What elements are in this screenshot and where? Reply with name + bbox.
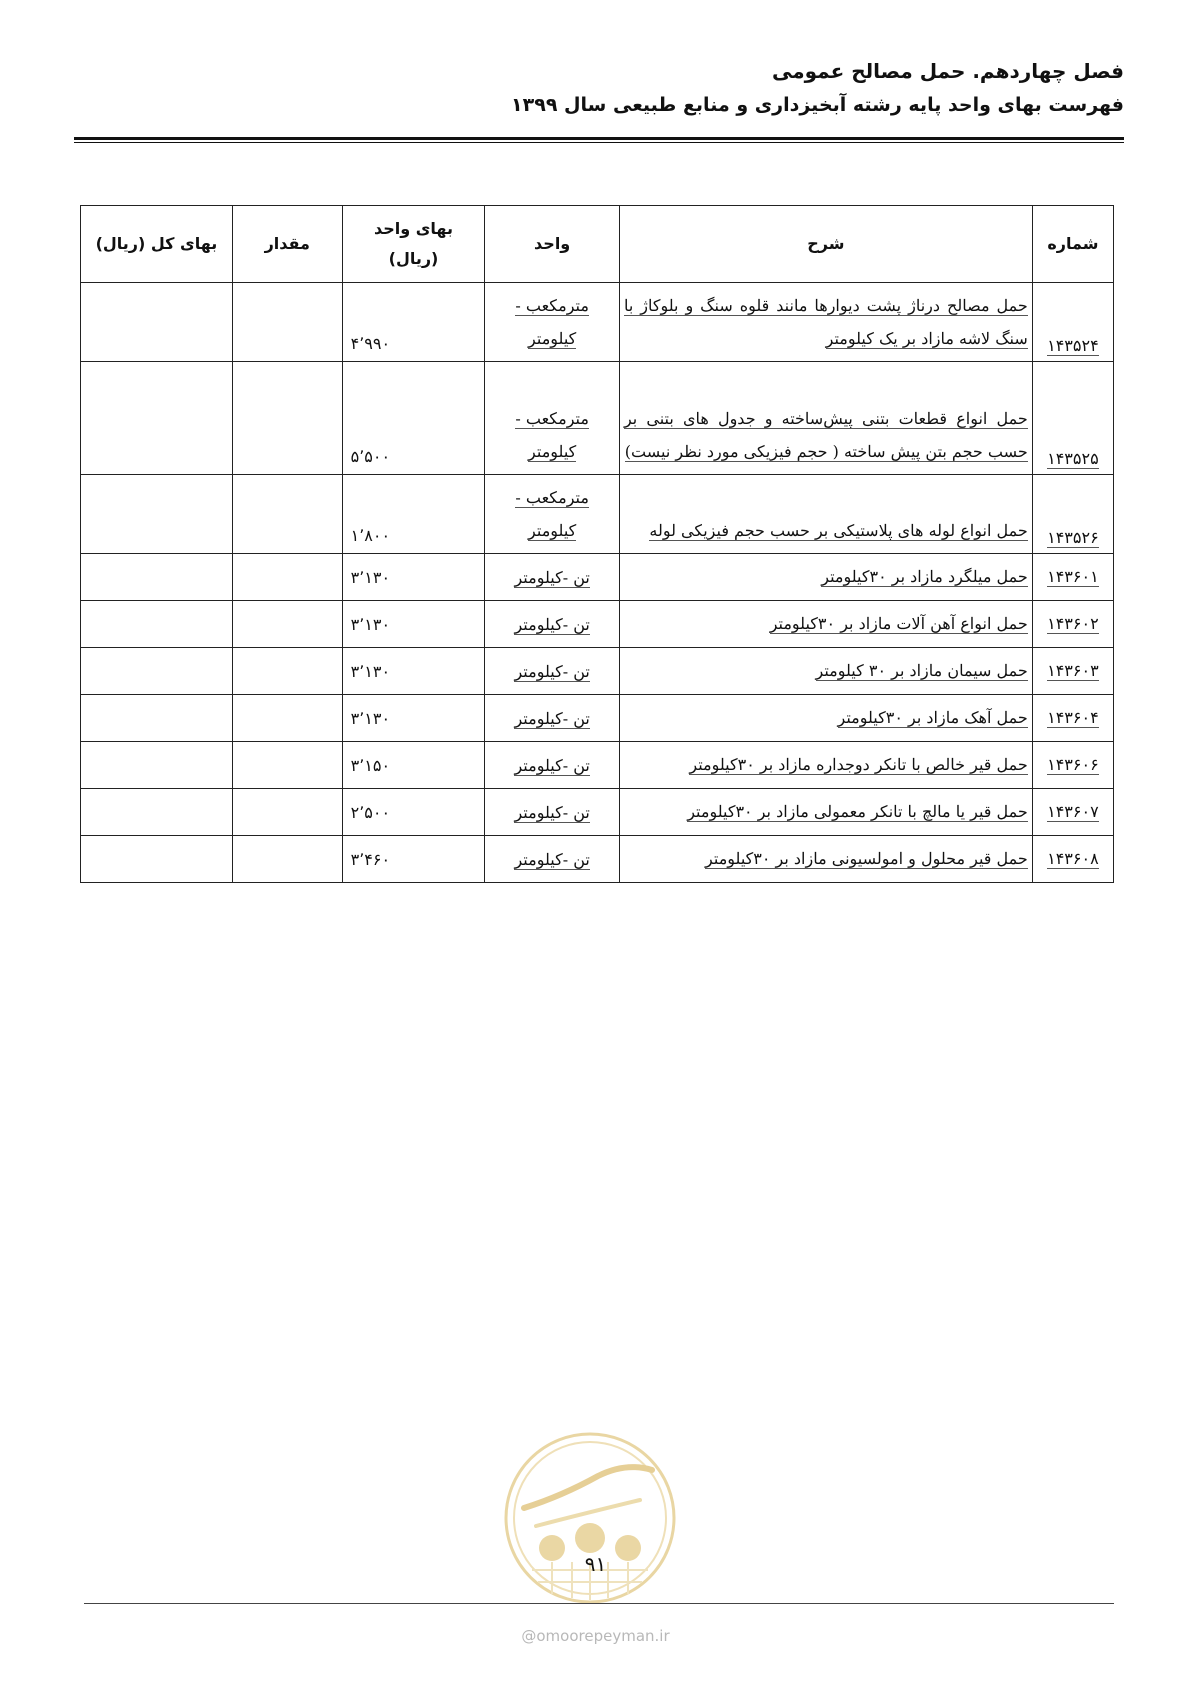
item-total-price — [81, 695, 233, 742]
item-number: ۱۴۳۶۰۷ — [1047, 801, 1099, 821]
col-unit: واحد — [485, 206, 620, 283]
col-description: شرح — [619, 206, 1032, 283]
item-number: ۱۴۳۵۲۴ — [1047, 336, 1099, 355]
item-quantity — [232, 601, 342, 648]
item-total-price — [81, 283, 233, 362]
item-quantity — [232, 648, 342, 695]
table-row — [81, 648, 1114, 695]
item-unit-price: ۲٬۵۰۰ — [342, 789, 485, 836]
col-unit-price-currency: (ریال) — [388, 249, 439, 268]
table-row — [81, 789, 1114, 836]
item-total-price — [81, 554, 233, 601]
item-unit-price: ۳٬۴۶۰ — [342, 836, 485, 883]
item-description: حمل سیمان مازاد بر ۳۰ کیلومتر — [815, 660, 1028, 680]
item-description: حمل انواع لوله های پلاستیکی بر حسب حجم فیزیکی لوله — [649, 521, 1028, 540]
item-total-price — [81, 362, 233, 475]
item-description: حمل قیر محلول و امولسیونی مازاد بر ۳۰کیلومتر — [705, 848, 1028, 868]
item-description: حمل انواع آهن آلات مازاد بر ۳۰کیلومتر — [769, 613, 1028, 633]
item-description: حمل قیر خالص با تانکر دوجداره مازاد بر ۳۰کیلومتر — [689, 754, 1028, 774]
item-quantity — [232, 789, 342, 836]
page-header — [74, 54, 1124, 122]
col-number: شماره — [1032, 206, 1113, 283]
item-unit: تن -کیلومتر — [514, 708, 590, 728]
item-quantity — [232, 742, 342, 789]
item-quantity — [232, 695, 342, 742]
col-unit-price — [342, 206, 485, 283]
item-unit-price: ۳٬۱۳۰ — [342, 648, 485, 695]
item-unit: تن -کیلومتر — [514, 755, 590, 775]
page-number: ۹۱ — [584, 1552, 607, 1576]
item-number: ۱۴۳۶۰۱ — [1047, 566, 1099, 586]
footer-rule — [84, 1603, 1114, 1604]
item-unit-price: ۳٬۱۵۰ — [342, 742, 485, 789]
item-unit: تن -کیلومتر — [514, 802, 590, 822]
item-unit-price: ۵٬۵۰۰ — [342, 362, 485, 475]
watermark-text: @omoorepeyman.ir — [521, 1627, 670, 1645]
item-unit: تن -کیلومتر — [514, 661, 590, 681]
item-number: ۱۴۳۵۲۵ — [1047, 449, 1099, 468]
item-unit-price: ۴٬۹۹۰ — [342, 283, 485, 362]
item-total-price — [81, 648, 233, 695]
item-unit: مترمکعب - کیلومتر — [515, 296, 589, 348]
item-description: حمل میلگرد مازاد بر ۳۰کیلومتر — [821, 566, 1028, 586]
table-row — [81, 554, 1114, 601]
item-number: ۱۴۳۶۰۲ — [1047, 613, 1099, 633]
item-quantity — [232, 362, 342, 475]
item-description: حمل قیر یا مالچ با تانکر معمولی مازاد بر ۳۰کیلومتر — [687, 801, 1028, 821]
item-unit: مترمکعب - کیلومتر — [515, 409, 589, 461]
item-total-price — [81, 475, 233, 554]
item-description: حمل آهک مازاد بر ۳۰کیلومتر — [837, 707, 1028, 727]
item-number: ۱۴۳۶۰۸ — [1047, 848, 1099, 868]
item-unit-price: ۳٬۱۳۰ — [342, 695, 485, 742]
item-total-price — [81, 601, 233, 648]
table-row — [81, 695, 1114, 742]
item-unit: تن -کیلومتر — [514, 567, 590, 587]
item-quantity — [232, 554, 342, 601]
item-total-price — [81, 836, 233, 883]
item-unit-price: ۳٬۱۳۰ — [342, 554, 485, 601]
item-unit: مترمکعب - کیلومتر — [515, 488, 589, 540]
col-quantity: مقدار — [232, 206, 342, 283]
item-quantity — [232, 475, 342, 554]
table-row — [81, 362, 1114, 475]
item-number: ۱۴۳۶۰۴ — [1047, 707, 1099, 727]
table-row — [81, 742, 1114, 789]
item-total-price — [81, 742, 233, 789]
table-row — [81, 836, 1114, 883]
item-unit-price: ۱٬۸۰۰ — [342, 475, 485, 554]
item-number: ۱۴۳۶۰۳ — [1047, 660, 1099, 680]
table-row — [81, 601, 1114, 648]
item-description: حمل انواع قطعات بتنی پیش‌ساخته و جدول های بتنی بر حسب حجم بتن پیش ساخته ( حجم فیزیکی مورد نظر نیست) — [623, 409, 1028, 461]
table-header-row — [81, 206, 1114, 283]
item-unit: تن -کیلومتر — [514, 849, 590, 869]
item-quantity — [232, 283, 342, 362]
stamp-logo-icon — [502, 1430, 678, 1606]
col-total-price: بهای کل (ریال) — [81, 206, 233, 283]
item-number: ۱۴۳۶۰۶ — [1047, 754, 1099, 774]
table-row — [81, 475, 1114, 554]
header-rule-thick — [74, 137, 1124, 140]
header-rule-thin — [74, 142, 1124, 143]
col-unit-price-label: بهای واحد — [373, 219, 453, 238]
item-total-price — [81, 789, 233, 836]
price-table — [80, 205, 1114, 883]
item-unit-price: ۳٬۱۳۰ — [342, 601, 485, 648]
list-title: فهرست بهای واحد پایه رشته آبخیزداری و منابع طبیعی سال ۱۳۹۹ — [511, 94, 1124, 116]
chapter-title: فصل چهاردهم. حمل مصالح عمومی — [772, 59, 1124, 83]
item-number: ۱۴۳۵۲۶ — [1047, 528, 1099, 547]
item-quantity — [232, 836, 342, 883]
item-description: حمل مصالح درناژ پشت دیوارها مانند قلوه سنگ و بلوکاژ با سنگ لاشه مازاد بر یک کیلومتر — [623, 296, 1028, 348]
table-row — [81, 283, 1114, 362]
item-unit: تن -کیلومتر — [514, 614, 590, 634]
